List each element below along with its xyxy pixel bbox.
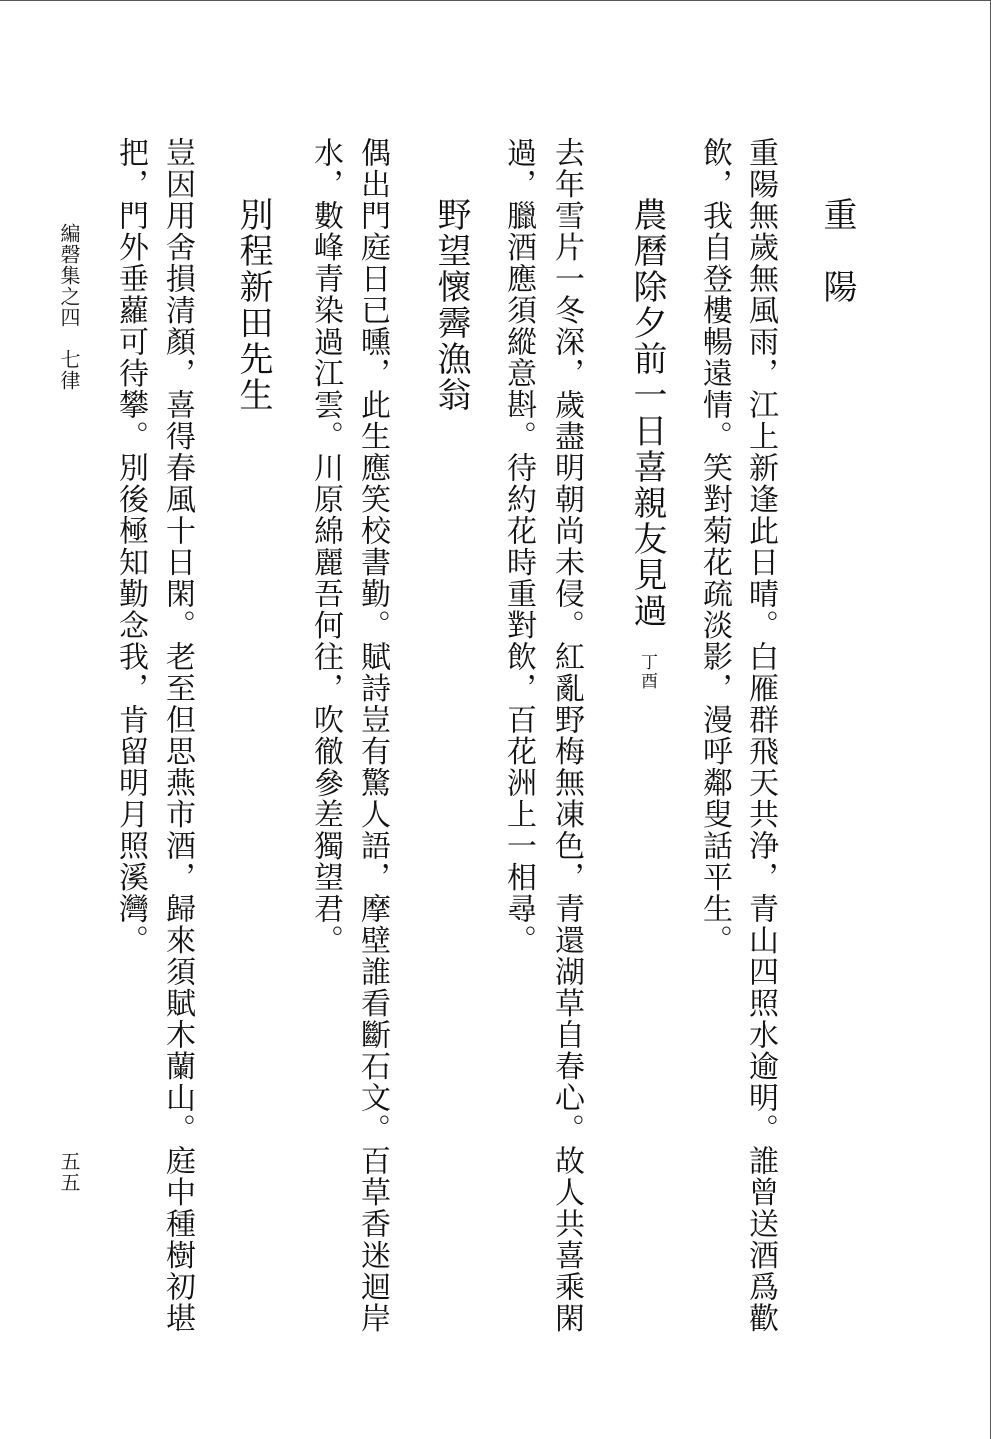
- book-section-label: 編磬集之四 七律: [57, 223, 81, 391]
- poem-4-line-1: 豈因用舍損清顏，喜得春風十日閑。老至但思燕市酒，歸來須賦木蘭山。庭中種樹初堪: [160, 137, 195, 1334]
- page-number: 五五: [57, 1151, 81, 1193]
- poem-1-line-2: 飲，我自登樓暢遠情。笑對菊花疏淡影，漫呼鄰叟話平生。: [697, 137, 732, 956]
- poem-3-line-2: 水，數峰青染過江雲。川原綿麗吾何往，吹徹參差獨望君。: [308, 137, 343, 956]
- poem-2-title-wrap: [623, 197, 672, 691]
- poem-2-line-1: 去年雪片一冬深，歲盡明朝尚未侵。紅亂野梅無凍色，青還湖草自春心。故人共喜乘閑: [549, 137, 584, 1334]
- poem-1-title: 重 陽: [817, 197, 857, 305]
- poem-4-title: 別程新田先生: [233, 197, 273, 413]
- poem-1-line-1: 重陽無歲無風雨，江上新逢此日晴。白雁群飛天共浄，青山四照水逾明。誰曾送酒爲歡: [743, 137, 778, 1334]
- poem-2-title: 農曆除夕前一日喜親友見過: [627, 197, 667, 629]
- poem-4-line-2: 把，門外垂蘿可待攀。別後極知勤念我，肯留明月照溪灣。: [113, 137, 148, 956]
- poem-2-line-2: 過，臘酒應須縱意斟。待約花時重對飲，百花洲上一相尋。: [501, 137, 536, 956]
- poem-3-line-1: 偶出門庭日已曛，此生應笑校書勤。賦詩豈有驚人語，摩壁誰看斷石文。百草香迷迴岸: [355, 137, 390, 1334]
- poem-3-title: 野望懷霽漁翁: [431, 197, 471, 413]
- poem-2-date-note: 丁酉: [637, 653, 657, 691]
